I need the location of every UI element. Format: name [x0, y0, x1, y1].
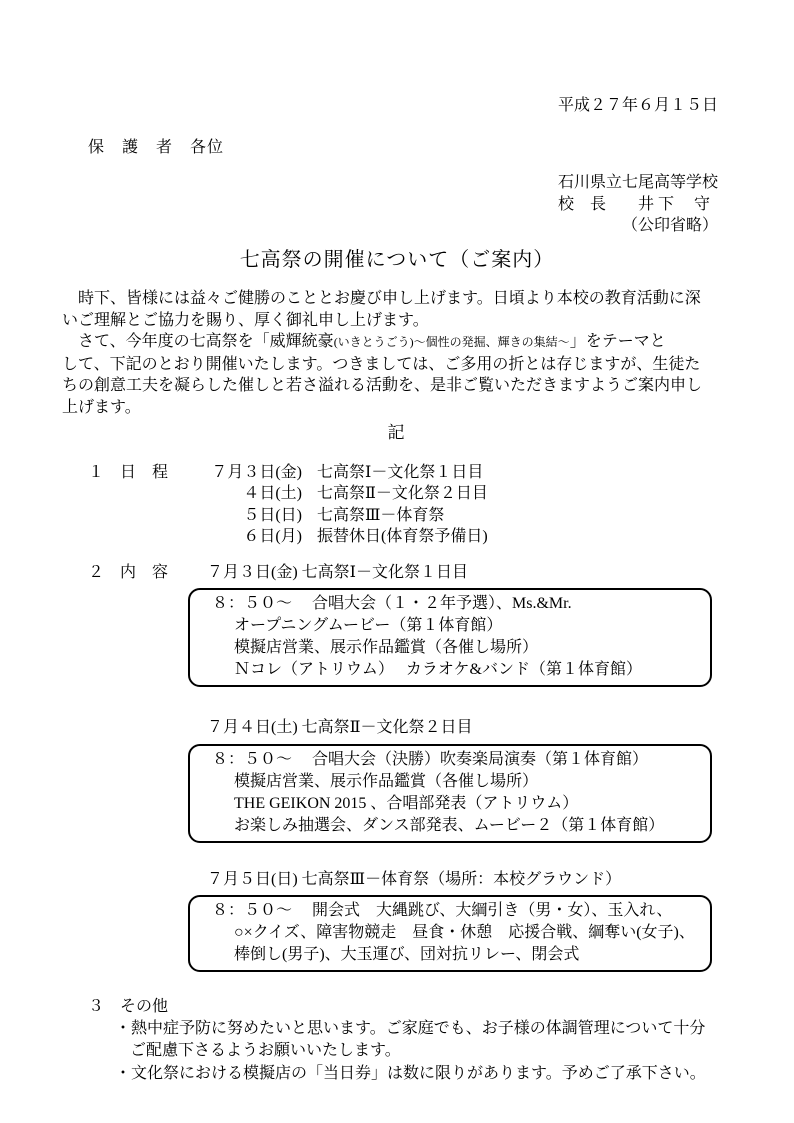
- schedule-row: [88, 505, 794, 527]
- schedule-label: １ 日 程: [88, 463, 169, 481]
- theme-line: [62, 331, 738, 354]
- day3-event-box: [188, 895, 712, 972]
- schedule-date: ４日(土): [243, 485, 302, 502]
- theme-reading: (いきとうごう)～個性の発掘、輝きの集結～: [333, 335, 570, 349]
- day2-event-box: [188, 744, 712, 843]
- event-line: 棒倒し(男子)、大玉運び、団対抗リレー、閉会式: [234, 946, 580, 963]
- theme-post: 」をテーマと: [569, 333, 666, 350]
- others-section: [0, 996, 794, 1085]
- document-date: 平成２７年６月１５日: [557, 97, 718, 114]
- schedule-desc: 七高祭Ⅱ－文化祭２日目: [317, 485, 488, 502]
- greeting-line: 時下、皆様には益々ご健勝のこととお慶び申し上げます。日頃より本校の教育活動に深: [62, 290, 701, 307]
- others-label: ３ その他: [88, 998, 169, 1015]
- event-line: お楽しみ抽選会、ダンス部発表、ムービー２（第１体育館）: [234, 816, 665, 834]
- sender-seal-note: （公印省略）: [621, 217, 718, 234]
- greeting-paragraph: [62, 288, 738, 418]
- event-line: 模擬店営業、展示作品鑑賞（各催し場所）: [234, 639, 539, 656]
- event-line: ８：５０～ 合唱大会（１・２年予選）、Ms.&Mr.: [212, 595, 572, 612]
- note-tickets: ・文化祭における模擬店の「当日券」は数に限りがあります。予めご了承下さい。: [115, 1064, 706, 1082]
- sender-principal: 校 長 井 下 守: [557, 195, 710, 213]
- greeting-line: いご理解とご協力を賜り、厚く御礼申し上げます。: [62, 311, 429, 329]
- schedule-section: [0, 462, 794, 548]
- schedule-desc: 七高祭Ⅰ－文化祭１日目: [317, 463, 484, 481]
- schedule-date: ７月３日(金): [211, 463, 302, 481]
- event-line: ○×クイズ、障害物競走 昼食・休憩 応援合戦、綱奪い(女子)、: [234, 924, 695, 941]
- event-line: 模擬店営業、展示作品鑑賞（各催し場所）: [234, 772, 539, 790]
- greeting-line: して、下記のとおり開催いたします。つきましては、ご多用の折とは存じますが、生徒た: [62, 355, 701, 373]
- greeting-line: ちの創意工夫を凝らした催しと若さ溢れる活動を、是非ご覧いただきますようご案内申し: [62, 377, 703, 394]
- schedule-row: [88, 526, 794, 548]
- contents-section: [0, 562, 794, 973]
- schedule-date: ６日(月): [243, 528, 302, 545]
- sender-school: 石川県立七尾高等学校: [557, 174, 718, 191]
- theme-pre: さて、今年度の七高祭を「威輝統豪: [62, 333, 334, 350]
- schedule-desc: 振替休日(体育祭予備日): [317, 528, 488, 545]
- schedule-row: [88, 483, 794, 505]
- document-title: 七高祭の開催について（ご案内）: [239, 248, 555, 271]
- schedule-row: [88, 462, 794, 484]
- day1-event-box: [188, 588, 712, 687]
- recipient: 保 護 者 各位: [88, 138, 225, 156]
- contents-header-row: [88, 562, 794, 584]
- event-line: オープニングムービー（第１体育館）: [234, 617, 503, 634]
- day2-heading: ７月４日(土) 七高祭Ⅱ－文化祭２日目: [207, 719, 473, 736]
- event-line: ８：５０～ 合唱大会（決勝）吹奏楽局演奏（第１体育館）: [212, 750, 649, 768]
- event-line: ８：５０～ 開会式 大縄跳び、大綱引き（男・女）、玉入れ、: [212, 902, 673, 919]
- day1-heading: ７月３日(金) 七高祭Ⅰ－文化祭１日目: [207, 563, 468, 581]
- note-heatstroke-cont: ご配慮下さるようお願いいたします。: [130, 1042, 401, 1059]
- event-line: THE GEIKON 2015 、合唱部発表（アトリウム）: [234, 794, 579, 812]
- sender-block: [0, 172, 718, 237]
- day3-heading: ７月５日(日) 七高祭Ⅲ－体育祭（場所：本校グラウンド）: [207, 870, 622, 888]
- greeting-line: 上げます。: [62, 398, 141, 416]
- ki-marker: 記: [387, 423, 407, 442]
- schedule-date: ５日(日): [243, 506, 302, 524]
- schedule-desc: 七高祭Ⅲ－体育祭: [317, 506, 445, 524]
- contents-label: ２ 内 容: [88, 563, 169, 581]
- note-heatstroke: ・熱中症予防に努めたいと思います。ご家庭でも、お子様の体調管理について十分: [115, 1019, 706, 1037]
- event-line: Ｎコレ（アトリウム） カラオケ&バンド（第１体育館）: [234, 661, 642, 678]
